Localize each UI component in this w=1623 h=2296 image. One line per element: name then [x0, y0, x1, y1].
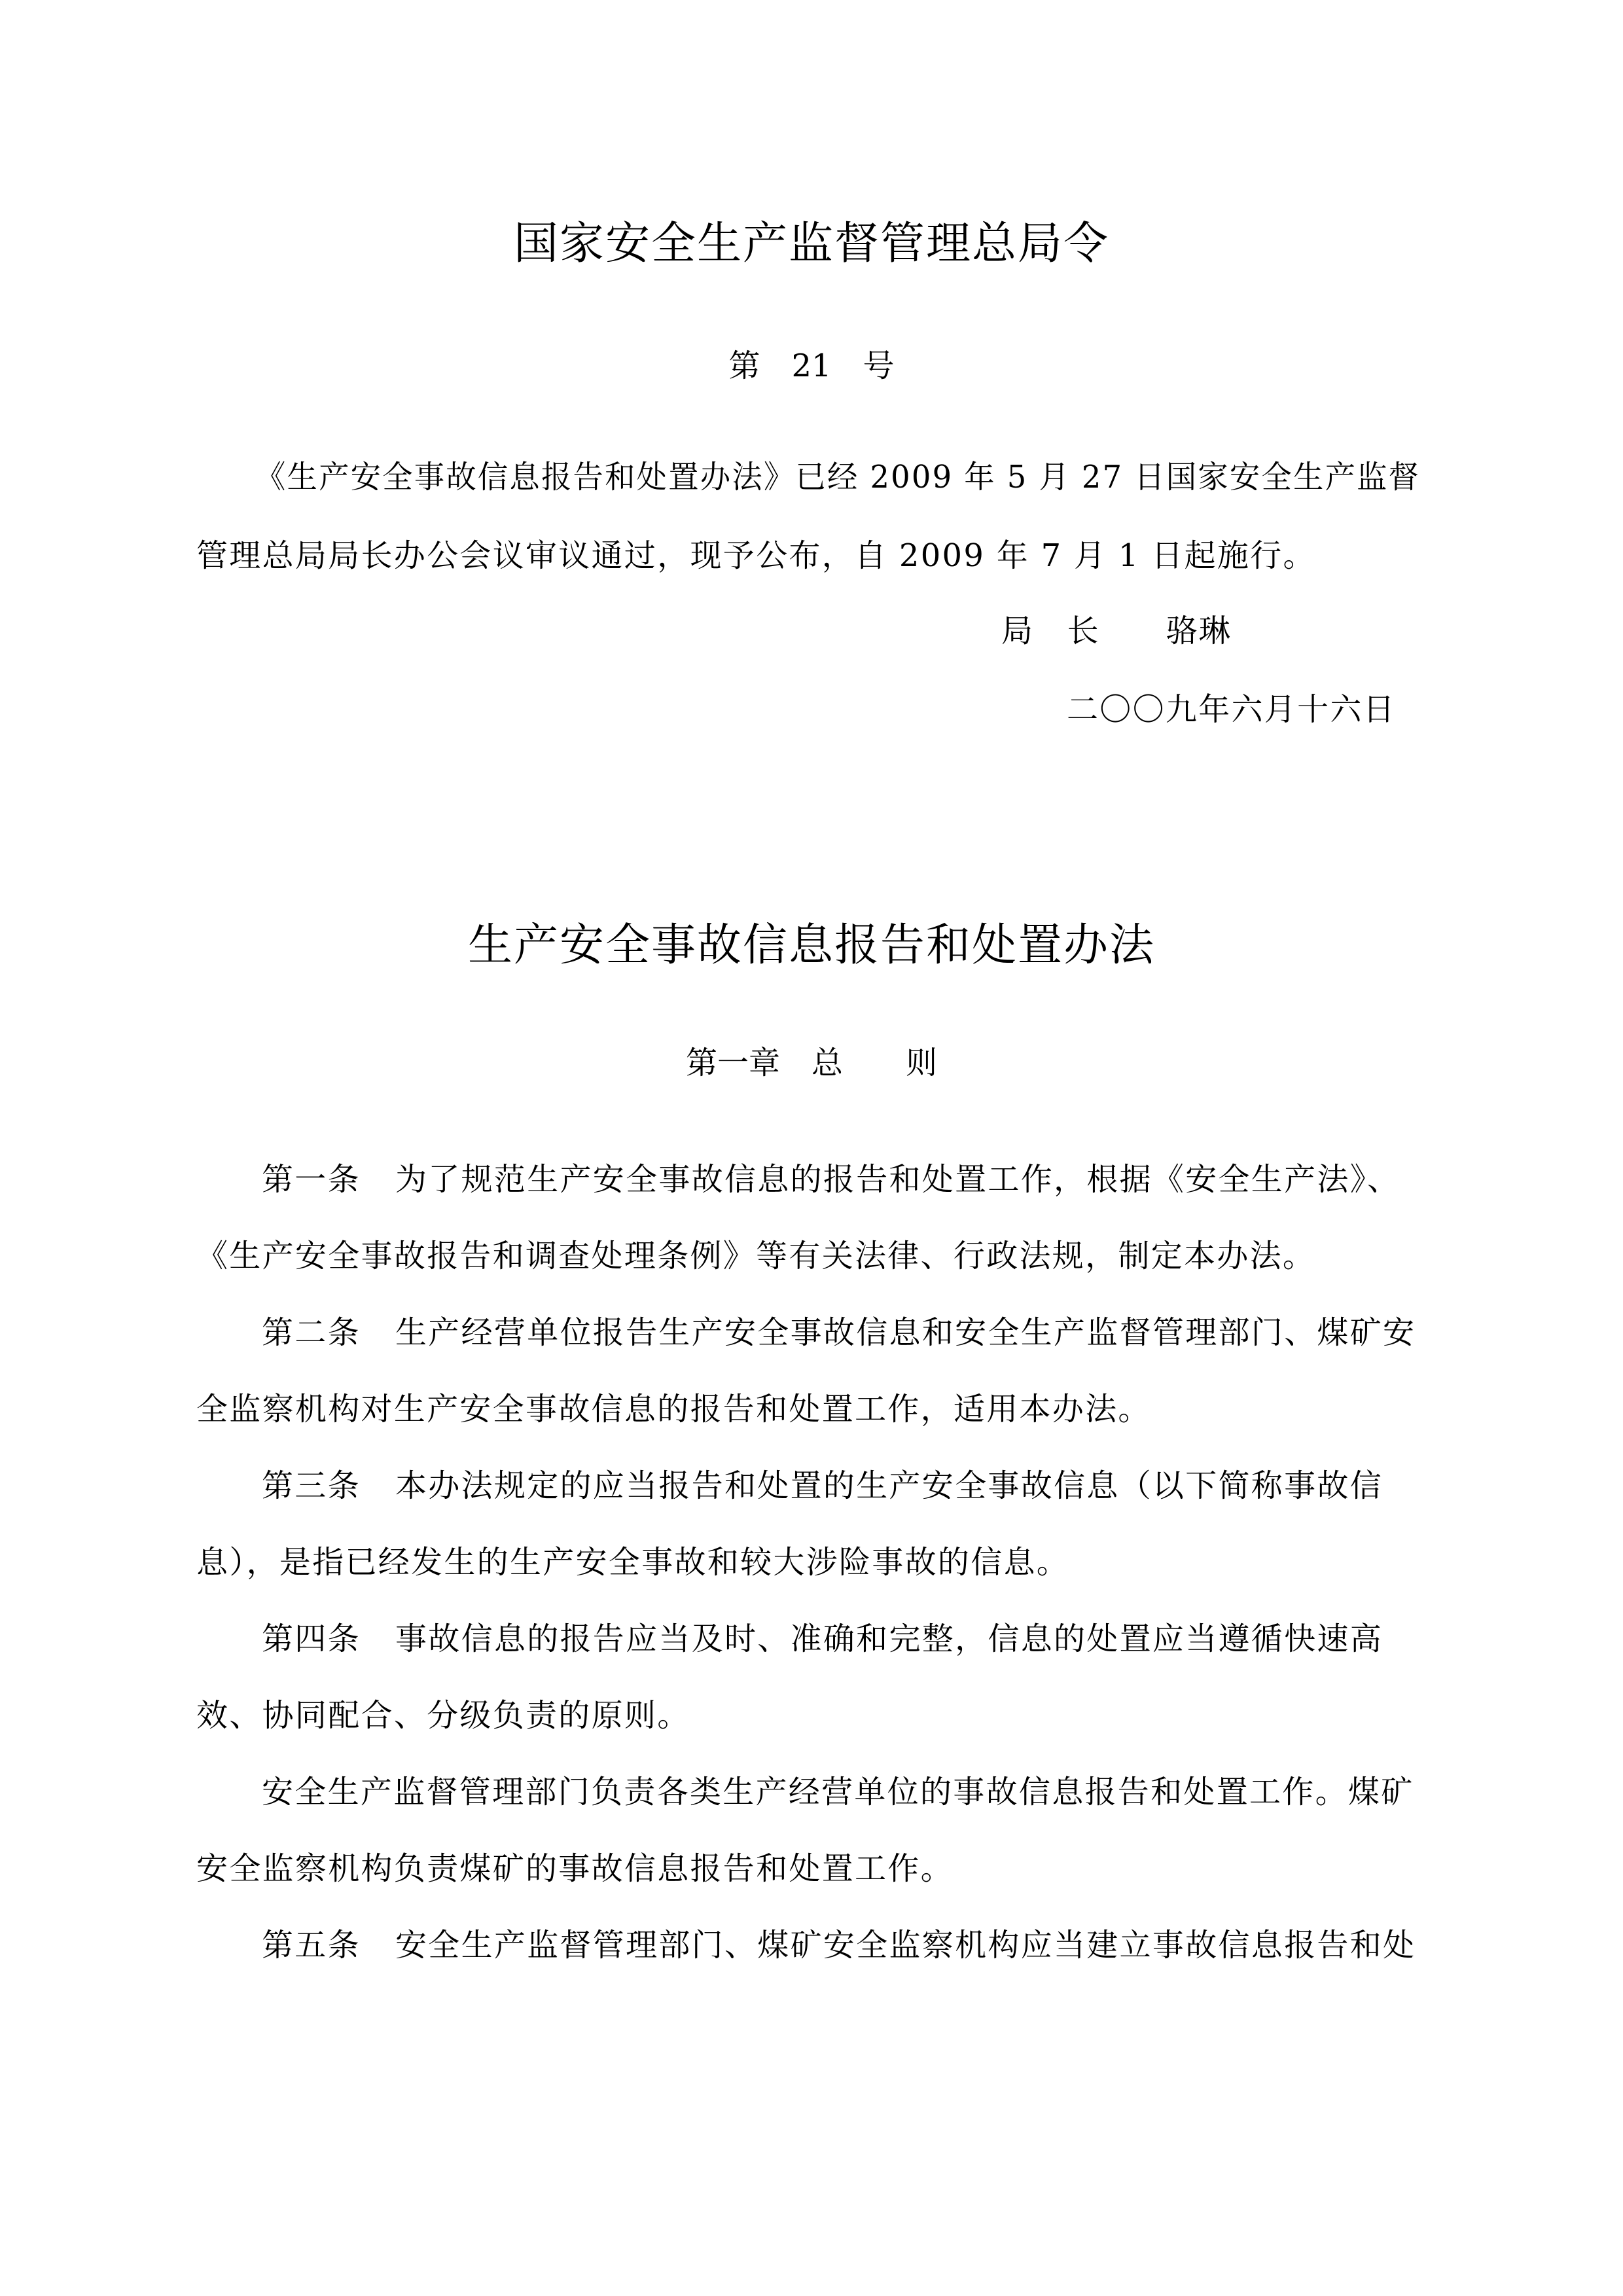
article-5-number: 第五条	[262, 1927, 361, 1964]
article-2-text-1: 生产经营单位报告生产安全事故信息和安全生产监督管理部门、煤矿安	[395, 1314, 1416, 1351]
article-2-number: 第二条	[262, 1314, 361, 1351]
article-4-number: 第四条	[262, 1621, 361, 1657]
article-1-number: 第一条	[262, 1161, 361, 1198]
article-3-line-1	[262, 1460, 1383, 1505]
article-2-line-1	[262, 1307, 1416, 1352]
article-4-line-1	[262, 1613, 1383, 1659]
announcement-line-2: 管理总局局长办公会议审议通过，现予公布，自 2009 年 7 月 1 日起施行。	[196, 537, 1316, 574]
article-3-line-2: 息），是指已经发生的生产安全事故和较大涉险事故的信息。	[196, 1544, 1070, 1581]
order-date: 二〇〇九年六月十六日	[1067, 691, 1397, 728]
article-1-text-1: 为了规范生产安全事故信息的报告和处置工作，根据《安全生产法》、	[395, 1161, 1400, 1198]
order-number: 第 21 号	[728, 348, 895, 384]
article-5-text-1: 安全生产监督管理部门、煤矿安全监察机构应当建立事故信息报告和处	[395, 1927, 1416, 1964]
signer: 局 长 骆琳	[1001, 613, 1232, 649]
article-3-number: 第三条	[262, 1467, 361, 1504]
article-5-line-1	[262, 1920, 1416, 1965]
article-4-para-2-line-1: 安全生产监督管理部门负责各类生产经营单位的事故信息报告和处置工作。煤矿	[262, 1774, 1414, 1810]
article-3-text-1: 本办法规定的应当报告和处置的生产安全事故信息（以下简称事故信	[395, 1467, 1383, 1504]
measures-title: 生产安全事故信息报告和处置办法	[467, 920, 1155, 971]
article-4-line-2: 效、协同配合、分级负责的原则。	[196, 1697, 690, 1734]
article-1-line-1	[262, 1154, 1400, 1199]
chapter-heading: 第一章 总 则	[685, 1045, 937, 1081]
article-2-line-2: 全监察机构对生产安全事故信息的报告和处置工作，适用本办法。	[196, 1391, 1151, 1427]
article-4-para-2-line-2: 安全监察机构负责煤矿的事故信息报告和处置工作。	[196, 1850, 954, 1887]
announcement-line-1: 《生产安全事故信息报告和处置办法》已经 2009 年 5 月 27 日国家安全生产监督	[255, 459, 1421, 495]
article-1-line-2: 《生产安全事故报告和调查处理条例》等有关法律、行政法规，制定本办法。	[196, 1238, 1316, 1274]
order-title: 国家安全生产监督管理总局令	[513, 218, 1109, 270]
article-4-text-1: 事故信息的报告应当及时、准确和完整，信息的处置应当遵循快速高	[395, 1621, 1383, 1657]
